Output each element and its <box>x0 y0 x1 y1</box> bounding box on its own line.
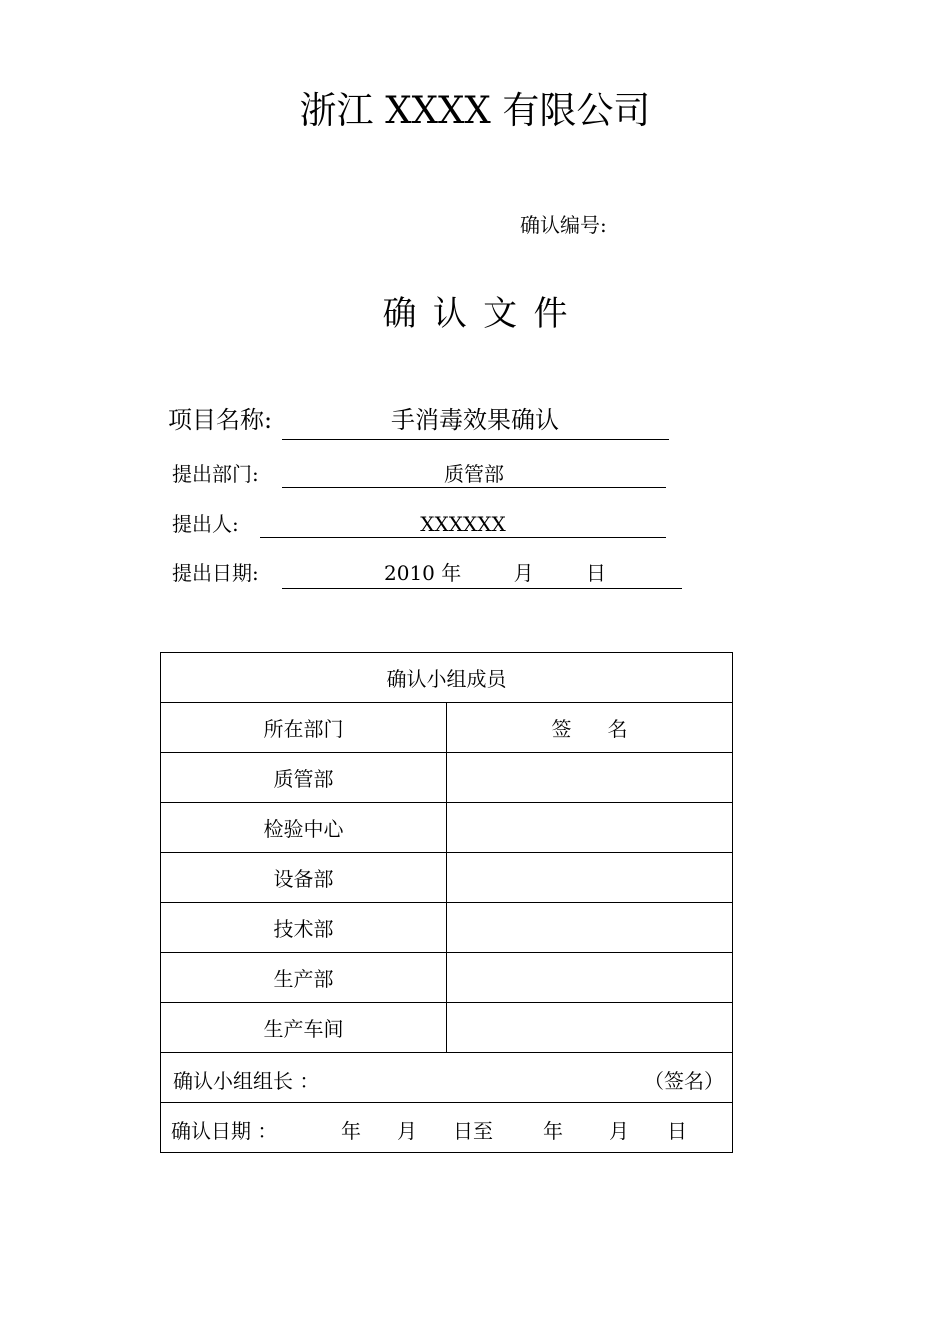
table-row <box>161 853 733 903</box>
table-header-row <box>161 703 733 753</box>
proposer-underline <box>260 537 666 538</box>
company-name: 浙江 XXXX 有限公司 <box>299 89 651 132</box>
row-department: 生产车间 <box>161 1003 447 1053</box>
column-header-department: 所在部门 <box>161 703 447 753</box>
department-label: 提出部门: <box>172 462 259 486</box>
confirmation-date-start-day-to: 日至 <box>453 1119 493 1143</box>
proposal-date-month: 月 <box>513 561 534 585</box>
proposer-label: 提出人: <box>172 512 239 536</box>
department-value: 质管部 <box>444 462 504 486</box>
project-name-underline <box>282 439 669 440</box>
confirmation-date-row <box>161 1103 733 1153</box>
proposal-date-value <box>384 559 606 587</box>
confirmation-number-label: 确认编号: <box>520 213 607 237</box>
row-department: 技术部 <box>161 903 447 953</box>
project-name-value: 手消毒效果确认 <box>391 406 559 434</box>
confirmation-date-content <box>161 1103 732 1152</box>
department-underline <box>282 487 666 488</box>
proposal-date-day: 日 <box>585 561 606 585</box>
confirmation-date-end-month: 月 <box>609 1119 629 1143</box>
confirmation-date-start-month: 月 <box>397 1119 417 1143</box>
team-leader-row <box>161 1053 733 1103</box>
team-leader-cell[interactable] <box>161 1053 733 1103</box>
table-row <box>161 753 733 803</box>
proposal-date-label: 提出日期: <box>172 561 259 585</box>
table-title: 确认小组成员 <box>161 653 733 703</box>
proposal-date-year: 2010 年 <box>384 561 462 585</box>
signature-header-char-1: 签 <box>551 717 572 741</box>
row-signature-cell[interactable] <box>447 1003 733 1053</box>
document-title: 确认文件 <box>382 294 584 334</box>
table-row <box>161 903 733 953</box>
table-row <box>161 1003 733 1053</box>
row-signature-cell[interactable] <box>447 803 733 853</box>
row-department: 设备部 <box>161 853 447 903</box>
table-title-row <box>161 653 733 703</box>
signature-header-char-2: 名 <box>607 717 628 741</box>
confirmation-date-end-year: 年 <box>543 1119 563 1143</box>
row-department: 生产部 <box>161 953 447 1003</box>
row-signature-cell[interactable] <box>447 753 733 803</box>
row-department: 质管部 <box>161 753 447 803</box>
confirmation-date-end-day: 日 <box>667 1119 687 1143</box>
confirmation-date-start-year: 年 <box>341 1119 361 1143</box>
proposer-value: XXXXXX <box>420 512 506 536</box>
table-row <box>161 953 733 1003</box>
table-row <box>161 803 733 853</box>
team-leader-signature-note: （签名） <box>644 1069 724 1093</box>
row-signature-cell[interactable] <box>447 903 733 953</box>
row-signature-cell[interactable] <box>447 853 733 903</box>
project-name-label: 项目名称: <box>168 406 273 434</box>
team-leader-label: 确认小组组长 ： <box>173 1069 320 1093</box>
proposal-date-underline <box>282 588 682 589</box>
row-department: 检验中心 <box>161 803 447 853</box>
confirmation-date-label: 确认日期 ： <box>171 1119 278 1143</box>
column-header-signature <box>447 703 733 753</box>
confirmation-date-cell[interactable] <box>161 1103 733 1153</box>
confirmation-team-table <box>160 652 733 1153</box>
row-signature-cell[interactable] <box>447 953 733 1003</box>
